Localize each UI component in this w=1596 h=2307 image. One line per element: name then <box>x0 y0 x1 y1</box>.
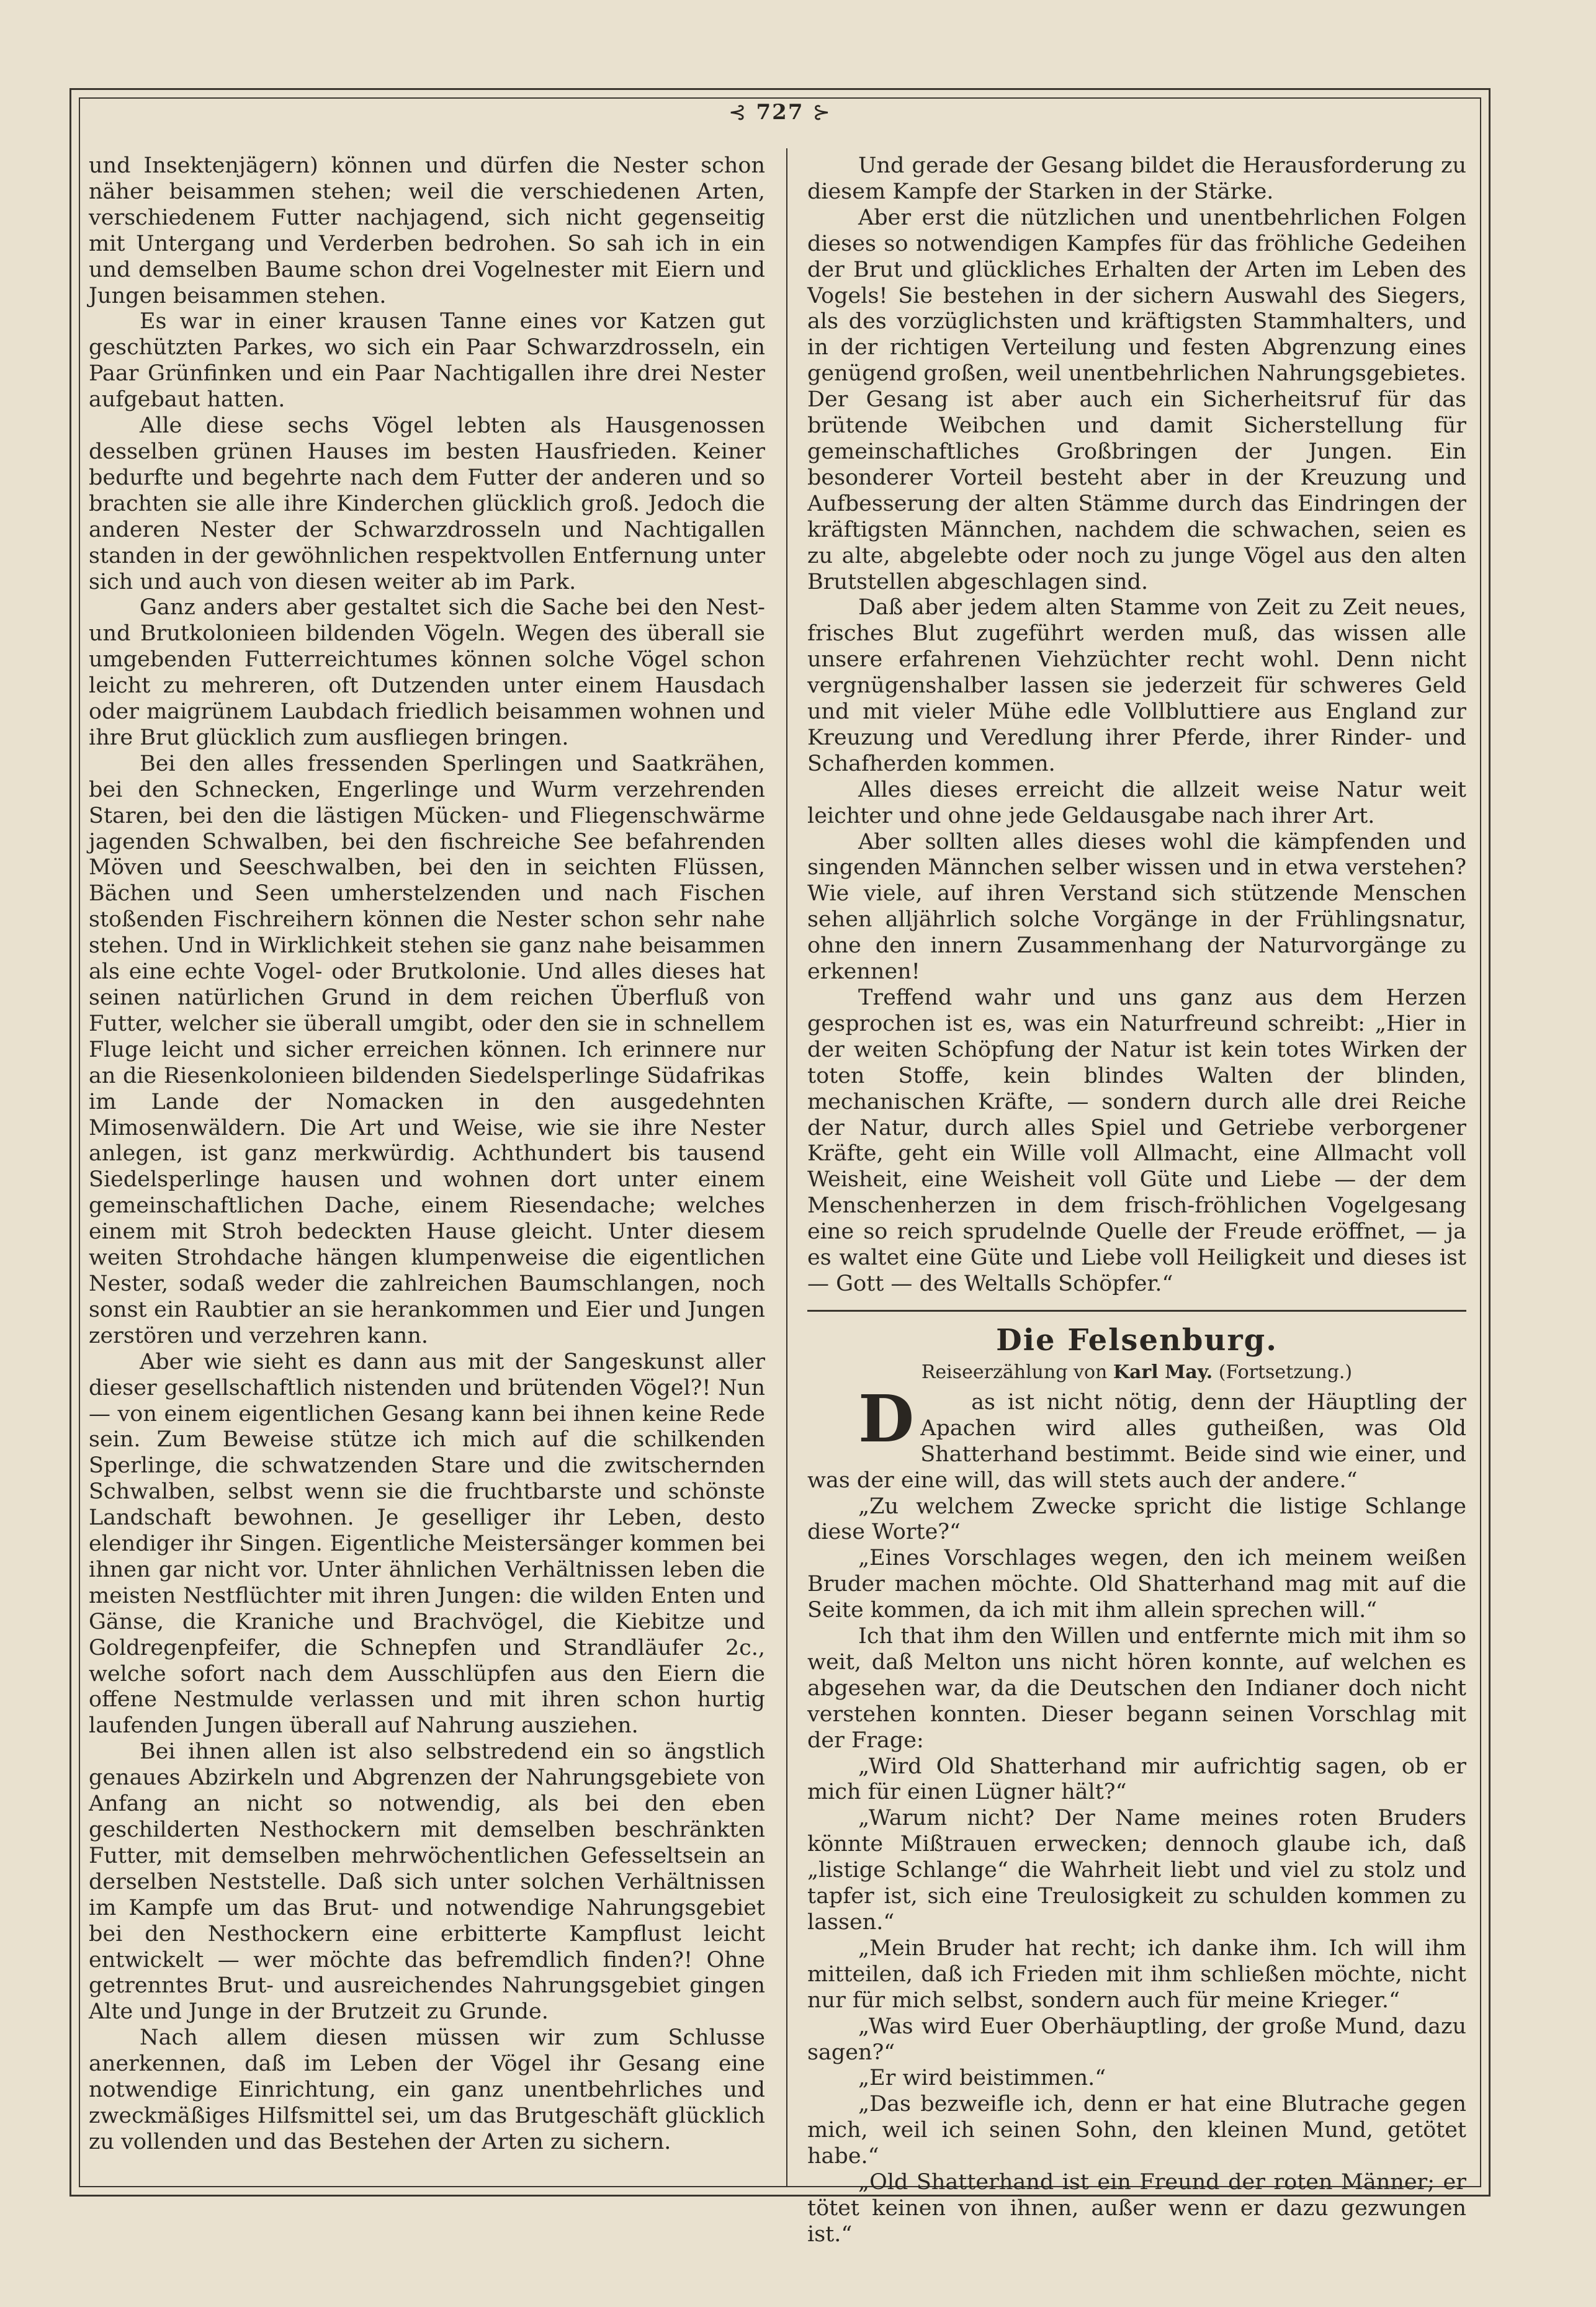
left-column <box>89 153 765 2156</box>
ornament-left-icon: ⊰ <box>729 100 748 125</box>
subtitle-suffix: (Fortsetzung.) <box>1218 1361 1353 1383</box>
right-paragraph: Treffend wahr und uns ganz aus dem Herzen gesprochen ist es, was ein Naturfreund schreibt: „Hier in der weiten Schöpfung der Natur ist kein totes Wirken der toten Stoffe, kein blindes Walten der blinden, mechanischen Kräfte, — sondern durch alle drei Reiche der Natur, durch alles Spiel und Getriebe verborgener Kräfte, geht ein Wille voll Allmacht, eine Allmacht voll Weisheit, eine Weisheit voll Güte und Liebe — der dem Menschenherzen in dem frisch-fröhlichen Vogelgesang eine so reich sprudelnde Quelle der Freude eröffnet, — ja es waltet eine Güte und Liebe voll Heiligkeit und dieses ist — Gott — des Weltalls Schöpfer.“ <box>807 985 1466 1296</box>
story-paragraph: Ich that ihm den Willen und entfernte mich mit ihm so weit, daß Melton uns nicht hören konnte, auf welchen es abgesehen war, da die Deutschen den Indianer doch nicht verstehen konnten. Dieser begann seinen Vorschlag mit der Frage: <box>807 1624 1466 1753</box>
story-paragraph: „Er wird beistimmen.“ <box>858 2066 1106 2091</box>
left-paragraph: Es war in einer krausen Tanne eines vor Katzen gut geschützten Parkes, wo sich ein Paar Schwarzdrosseln, ein Paar Grünfinken und ein Paar Nachtigallen ihre drei Nester aufgebaut hatten. <box>89 309 765 413</box>
left-paragraph: Aber wie sieht es dann aus mit der Sangeskunst aller dieser gesellschaftlich nistenden und brütenden Vögel?! Nun — von einem eigentlichen Gesang kann bei ihnen keine Rede sein. Zum Beweise stütze ich mich auf die schilkenden Sperlinge, die schwatzenden Stare und die zwitschernden Schwalben, selbst wenn sie die fruchtbarste und schönste Landschaft bewohnen. Je geselliger ihr Leben, desto elendiger ihr Singen. Eigentliche Meistersänger kommen bei ihnen gar nicht vor. Unter ähnlichen Verhältnissen leben die meisten Nestflüchter mit ihren Jungen: die wilden Enten und Gänse, die Kraniche und Brachvögel, die Kiebitze und Goldregenpfeifer, die Schnepfen und Strandläufer 2c., welche sofort nach dem Ausschlüpfen aus den Eiern die offene Nestmulde verlassen und mit ihren schon hurtig laufenden Jungen überall auf Nahrung ausziehen. <box>89 1349 765 1739</box>
left-paragraph: Alle diese sechs Vögel lebten als Hausgenossen desselben grünen Hauses im besten Hausfrieden. Keiner bedurfte und begehrte nach dem Futter der anderen und so brachten sie alle ihre Kinderchen glücklich groß. Jedoch die anderen Nester der Schwarzdrosseln und Nachtigallen standen in der gewöhnlichen respektvollen Entfernung unter sich und auch von diesen weiter ab im Park. <box>89 413 765 594</box>
story-paragraph: „Wird Old Shatterhand mir aufrichtig sagen, ob er mich für einen Lügner hält?“ <box>807 1754 1466 1805</box>
story-paragraph: „Das bezweifle ich, denn er hat eine Blutrache gegen mich, weil ich seinen Sohn, den kleinen Mund, getötet habe.“ <box>807 2092 1466 2169</box>
subtitle-prefix: Reiseerzählung von <box>921 1361 1108 1383</box>
drop-cap: D <box>858 1380 915 1457</box>
right-paragraph: Und gerade der Gesang bildet die Herausforderung zu diesem Kampfe der Starken in der Stärke. <box>807 153 1466 204</box>
right-column <box>807 153 1466 2248</box>
story-paragraph: „Zu welchem Zwecke spricht die listige Schlange diese Worte?“ <box>807 1494 1466 1545</box>
page-number: 727 <box>756 100 804 125</box>
story-paragraph: „Mein Bruder hat recht; ich danke ihm. Ich will ihm mitteilen, daß ich Frieden mit ihm schließen möchte, nicht nur für mich selbst, sondern auch für meine Krieger.“ <box>807 1935 1466 2013</box>
right-paragraph: Aber sollten alles dieses wohl die kämpfenden und singenden Männchen selber wissen und in etwa verstehen? Wie viele, auf ihren Verstand sich stützende Menschen sehen alljährlich solche Vorgänge in der Frühlingsnatur, ohne den innern Zusammenhang der Naturvorgänge zu erkennen! <box>807 829 1466 985</box>
right-paragraph: Alles dieses erreicht die allzeit weise Natur weit leichter und ohne jede Geldausgabe nach ihrer Art. <box>807 777 1466 828</box>
page-frame <box>69 88 1491 2247</box>
story-paragraph: „Eines Vorschlages wegen, den ich meinem weißen Bruder machen möchte. Old Shatterhand mag mit auf die Seite kommen, da ich mit ihm allein sprechen will.“ <box>807 1546 1466 1623</box>
story-paragraph: „Was wird Euer Oberhäuptling, der große Mund, dazu sagen?“ <box>807 2014 1466 2065</box>
story-paragraph: „Warum nicht? Der Name meines roten Bruders könnte Mißtrauen erwecken; dennoch glaube ich, daß „listige Schlange“ die Wahrheit liebt und viel zu stolz und tapfer ist, sich eine Treulosigkeit zu schulden kommen zu lassen.“ <box>807 1806 1466 1935</box>
story-title: Die Felsenburg. <box>996 1322 1278 1358</box>
left-paragraph: Nach allem diesen müssen wir zum Schlusse anerkennen, daß im Leben der Vögel ihr Gesang eine notwendige Einrichtung, ein ganz unentbehrliches und zweckmäßiges Hilfsmittel sei, um das Brutgeschäft glücklich zu vollenden und das Bestehen der Arten zu sichern. <box>89 2025 765 2154</box>
page-header <box>71 100 1489 125</box>
left-paragraph: und Insektenjägern) können und dürfen die Nester schon näher beisammen stehen; weil die verschiedenen Arten, verschiedenem Futter nachjagend, sich nicht gegenseitig mit Untergang und Verderben bedrohen. So sah ich in ein und demselben Baume schon drei Vogelnester mit Eiern und Jungen beisammen stehen. <box>89 153 765 308</box>
left-paragraph: Bei den alles fressenden Sperlingen und Saatkrähen, bei den Schnecken, Engerlinge und Wurm verzehrenden Staren, bei den die lästigen Mücken- und Fliegenschwärme jagenden Schwalben, bei den fischreiche See befahrenden Möven und Seeschwalben, bei den in seichten Flüssen, Bächen und Seen umherstelzenden und nach Fischen stoßenden Fischreihern können die Nester schon sehr nahe stehen. Und in Wirklichkeit stehen sie ganz nahe beisammen als eine echte Vogel- oder Brutkolonie. Und alles dieses hat seinen natürlichen Grund in dem reichen Überfluß von Futter, welcher sie überall umgibt, oder den sie in schnellem Fluge leicht und sicher erreichen können. Ich erinnere nur an die Riesenkolonieen bildenden Siedelsperlinge Südafrikas im Lande der Nomacken in den ausgedehnten Mimosenwäldern. Die Art und Weise, wie sie ihre Nester anlegen, ist ganz merkwürdig. Achthundert bis tausend Siedelsperlinge hausen und wohnen dort unter einem gemeinschaftlichen Dache, einem Riesendache; welches einem mit Stroh bedeckten Hause gleicht. Unter diesem weiten Strohdache hängen klumpenweise die eigentlichen Nester, sodaß weder die zahlreichen Baumschlangen, noch sonst ein Raubtier an sie herankommen und Eier und Jungen zerstören und verzehren kann. <box>89 751 765 1348</box>
section-rule <box>807 1310 1466 1312</box>
left-paragraph: Bei ihnen allen ist also selbstredend ein so ängstlich genaues Abzirkeln und Abgrenzen der Nahrungsgebiete von Anfang an nicht so notwendig, als bei den eben geschilderten Nesthockern mit demselben beschränkten Futter, mit demselben mehrwöchentlichen Gefesseltsein an derselben Neststelle. Daß sich unter solchen Verhältnissen im Kampfe um das Brut- und notwendige Nahrungsgebiet bei den Nesthockern eine erbitterte Kampflust leicht entwickelt — wer möchte das befremdlich finden?! Ohne getrenntes Brut- und ausreichendes Nahrungsgebiet gingen Alte und Junge in der Brutzeit zu Grunde. <box>89 1739 765 2025</box>
story-first-paragraph <box>807 1380 1466 1494</box>
story-author: Karl May. <box>1113 1361 1213 1383</box>
story-first-text: as ist nicht nötig, denn der Häuptling der Apachen wird alles gutheißen, was Old Shatterhand bestimmt. Beide sind wie einer, und was der eine will, das will stets auch der andere.“ <box>807 1389 1466 1493</box>
story-paragraph: „Old Shatterhand ist ein Freund der roten Männer; er tötet keinen von ihnen, außer wenn er dazu gezwungen ist.“ <box>807 2170 1466 2247</box>
right-paragraph: Aber erst die nützlichen und unentbehrlichen Folgen dieses so notwendigen Kampfes für das fröhliche Gedeihen der Brut und glückliches Erhalten der Arten im Leben des Vogels! Sie bestehen in der sichern Auswahl des Siegers, als des vorzüglichsten und kräftigsten Stammhalters, und in der richtigen Verteilung und festen Abgrenzung eines genügend großen, weil unentbehrlichen Nahrungsgebietes. Der Gesang ist aber auch ein Sicherheitsruf für das brütende Weibchen und damit Sicherstellung für gemeinschaftliches Großbringen der Jungen. Ein besonderer Vorteil besteht aber in der Kreuzung und Aufbesserung der alten Stämme durch das Eindringen der kräftigsten Männchen, nachdem die schwachen, seien es zu alte, abgelebte oder noch zu junge Vögel aus den alten Brutstellen abgeschlagen sind. <box>807 205 1466 594</box>
ornament-right-icon: ⊱ <box>812 100 832 125</box>
column-divider <box>786 148 787 2187</box>
right-paragraph: Daß aber jedem alten Stamme von Zeit zu Zeit neues, frisches Blut zugeführt werden muß, das wissen alle unsere erfahrenen Viehzüchter recht wohl. Denn nicht vergnügenshalber lassen sie jederzeit für schweres Geld und mit vieler Mühe edle Vollbluttiere aus England zur Kreuzung und Veredlung ihrer Pferde, ihrer Rinder- und Schafherden kommen. <box>807 595 1466 776</box>
left-paragraph: Ganz anders aber gestaltet sich die Sache bei den Nest- und Brutkolonieen bildenden Vögeln. Wegen des überall sie umgebenden Futterreichtumes können solche Vögel schon leicht zu mehreren, oft Dutzenden unter einem Hausdach oder maigrünem Laubdach friedlich beisammen wohnen und ihre Brut glücklich zum ausfliegen bringen. <box>89 595 765 750</box>
